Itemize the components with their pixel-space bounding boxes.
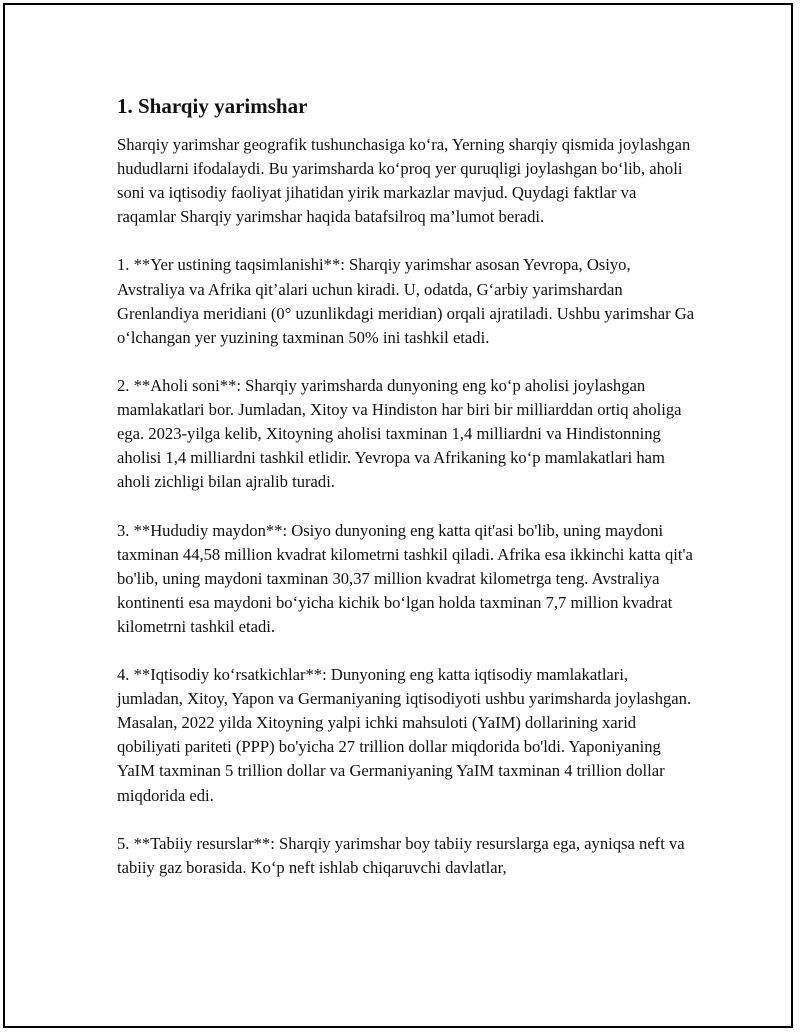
intro-paragraph: Sharqiy yarimshar geografik tushunchasiga ko‘ra, Yerning sharqiy qismida joylashgan hududlarni ifodalaydi. Bu yarimsharda ko‘proq yer quruqligi joylashgan bo‘lib, aholi soni va iqtisodiy faoliyat jihatidan yirik markazlar mavjud. Quydagi faktlar va raqamlar Sharqiy yarimshar haqida batafsilroq ma’lumot beradi. (117, 135, 691, 227)
page-title: 1. Sharqiy yarimshar (117, 94, 308, 118)
paragraph-population: 2. **Aholi soni**: Sharqiy yarimsharda dunyoning eng ko‘p aholisi joylashgan mamlakatlari bor. Jumladan, Xitoy va Hindiston har biri bir milliarddan ortiq aholiga ega. 2023-yilga kelib, Xitoyning aholisi taxminan 1,4 milliardni va Hindistonning aholisi 1,4 milliardni tashkil etlidir. Yevropa va Afrikaning ko‘p mamlakatlari ham aholi zichligi bilan ajralib turadi. (117, 375, 682, 492)
paragraph-territory: 3. **Hududiy maydon**: Osiyo dunyoning eng katta qit'asi bo'lib, uning maydoni taxminan 44,58 million kvadrat kilometrni tashkil qiladi. Afrika esa ikkinchi katta qit'a bo'lib, uning maydoni taxminan 30,37 million kvadrat kilometrga teng. Avstraliya kontinenti esa maydoni bo‘yicha kichik bo‘lgan holda taxminan 7,7 million kvadrat kilometrni tashkil etadi. (117, 520, 693, 636)
paragraph-economy: 4. **Iqtisodiy ko‘rsatkichlar**: Dunyoning eng katta iqtisodiy mamlakatlari, jumladan, Xitoy, Yapon va Germaniyaning iqtisodiyoti ushbu yarimsharda joylashgan. Masalan, 2022 yilda Xitoyning yalpi ichki mahsuloti (YaIM) dollarining xarid qobiliyati pariteti (PPP) bo'yicha 27 trillion dollar miqdorida bo'ldi. Yaponiyaning YaIM taxminan 5 trillion dollar va Germaniyaning YaIM taxminan 4 trillion dollar miqdorida edi. (117, 665, 692, 805)
document-body (117, 93, 697, 904)
paragraph-natural-resources: 5. **Tabiiy resurslar**: Sharqiy yarimshar boy tabiiy resurslarga ega, ayniqsa neft va tabiiy gaz borasida. Ko‘p neft ishlab chiqaruvchi davlatlar, (117, 833, 685, 877)
paragraph-land-distribution: 1. **Yer ustining taqsimlanishi**: Sharqiy yarimshar asosan Yevropa, Osiyo, Avstraliya va Afrika qit’alari uchun kiradi. U, odatda, G‘arbiy yarimshardan Grenlandiya meridiani (0° uzunlikdagi meridian) orqali ajratiladi. Ushbu yarimshar Ga o‘lchangan yer yuzining taxminan 50% ini tashkil etadi. (117, 255, 695, 347)
